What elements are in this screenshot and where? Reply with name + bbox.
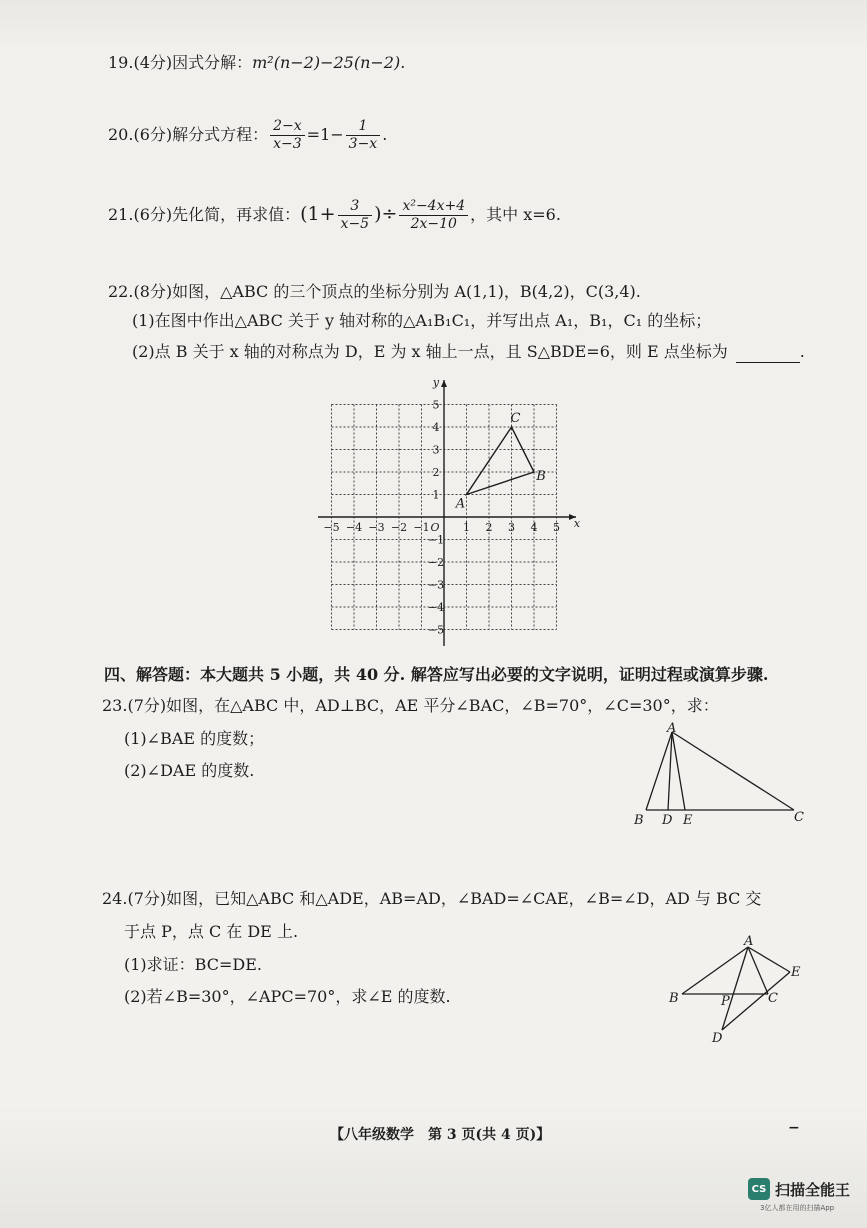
y-tick-label: −1 <box>427 533 445 547</box>
x-tick-label: −5 <box>323 521 340 534</box>
q21-lpar: (1+ <box>300 203 336 225</box>
footer-dash: − <box>788 1120 800 1136</box>
q20-prefix: 20.(6分)解分式方程： <box>108 125 269 144</box>
q22-line-3-text: (2)点 B 关于 x 轴的对称点为 D，E 为 x 轴上一点，且 S△BDE=6，则 E 点坐标为 <box>132 342 728 361</box>
triangle-outline <box>467 427 535 495</box>
q24-edge-de <box>722 972 790 1030</box>
x-tick-label: −1 <box>413 521 430 534</box>
q24-label-e: E <box>791 965 801 980</box>
y-tick-label: 3 <box>432 443 440 457</box>
q20-fraction-2: $\frac{1}{3-x}$ <box>346 118 381 153</box>
scanner-tagline: 3亿人都在用的扫描App <box>760 1204 835 1212</box>
q23-label-d: D <box>662 813 673 828</box>
q24-figure <box>660 932 810 1047</box>
vertex-label-a: A <box>455 496 466 512</box>
q24-label-b: B <box>669 991 679 1006</box>
q23-figure <box>628 722 818 832</box>
q24-label-c: C <box>768 991 778 1006</box>
q24-line-2: 于点 P，点 C 在 DE 上. <box>124 922 299 941</box>
q21-fraction-2: $\frac{\text{x²−4x+4}}{2x-10}$ <box>399 198 468 233</box>
q24-edge-ae <box>748 947 790 972</box>
q22-answer-blank <box>736 346 800 363</box>
q19-expression: m²(n−2)−25(n−2). <box>252 53 406 72</box>
q23-bisector-ae <box>672 732 685 810</box>
x-tick-label: 2 <box>485 521 493 534</box>
q23-line-3: (2)∠DAE 的度数. <box>124 761 255 780</box>
q21-fraction-1: $\frac{3}{x-5}$ <box>338 198 373 233</box>
q20-end: . <box>382 125 388 144</box>
q23-label-c: C <box>794 810 804 825</box>
y-tick-label: 2 <box>432 466 440 479</box>
question-21 <box>108 198 561 233</box>
q24-line-4: (2)若∠B=30°，∠APC=70°，求∠E 的度数. <box>124 987 451 1006</box>
q23-label-a: A <box>667 722 677 736</box>
grid-tick-labels <box>323 376 581 637</box>
x-tick-label: 4 <box>530 521 538 534</box>
y-axis-label: y <box>432 376 440 389</box>
x-tick-label: 1 <box>463 521 470 534</box>
y-tick-label: −2 <box>427 556 445 569</box>
y-tick-label: 4 <box>432 421 440 434</box>
x-tick-label: 3 <box>508 521 515 534</box>
q21-prefix: 21.(6分)先化简，再求值： <box>108 205 301 224</box>
x-axis-label: x <box>573 517 581 530</box>
x-tick-label: −2 <box>390 521 408 534</box>
q23-label-e: E <box>683 813 693 828</box>
y-tick-label: −5 <box>427 623 445 637</box>
q24-line-1: 24.(7分)如图，已知△ABC 和△ADE，AB=AD，∠BAD=∠CAE，∠B=∠D，AD 与 BC 交 <box>102 889 762 908</box>
q23-line-1: 23.(7分)如图，在△ABC 中，AD⊥BC，AE 平分∠BAC，∠B=70°，∠C=30°，求： <box>102 696 719 715</box>
x-tick-label: 5 <box>553 521 560 534</box>
x-tick-label: −4 <box>345 521 363 534</box>
q19-prefix: 19.(4分)因式分解： <box>108 53 253 72</box>
triangle-abc <box>455 411 546 512</box>
section-4-heading: 四、解答题：本大题共 5 小题，共 40 分. 解答应写出必要的文字说明，证明过程或演算步骤. <box>104 665 769 684</box>
q24-edge-ad <box>722 947 748 1030</box>
vertex-label-b: B <box>536 469 546 484</box>
q24-label-p: P <box>721 994 730 1009</box>
grid-axes <box>318 380 576 646</box>
q21-end: ，其中 x=6. <box>470 205 561 224</box>
question-19 <box>108 52 405 74</box>
q24-line-3: (1)求证：BC=DE. <box>124 955 262 974</box>
q24-label-d: D <box>712 1031 723 1046</box>
q22-line-2: (1)在图中作出△ABC 关于 y 轴对称的△A₁B₁C₁，并写出点 A₁，B₁，C₁ 的坐标； <box>132 311 712 330</box>
x-tick-label: −3 <box>368 521 385 534</box>
q22-line-3 <box>132 341 805 363</box>
q22-line-1: 22.(8分)如图，△ABC 的三个顶点的坐标分别为 A(1,1)，B(4,2)，C(3,4). <box>108 282 641 301</box>
question-20 <box>108 118 387 153</box>
q23-edge-ac <box>672 732 794 810</box>
q24-edge-ac <box>748 947 768 994</box>
y-tick-label: −4 <box>427 601 445 614</box>
q23-line-2: (1)∠BAE 的度数； <box>124 729 265 748</box>
page-footer: 【八年级数学 第 3 页(共 4 页)】 <box>330 1127 551 1143</box>
y-tick-label: −3 <box>427 578 445 592</box>
q20-mid: =1− <box>306 125 344 144</box>
q23-label-b: B <box>634 813 644 828</box>
scanner-name: 扫描全能王 <box>775 1181 851 1199</box>
coordinate-grid <box>310 372 590 652</box>
q24-edge-ab <box>682 947 748 994</box>
q24-label-a: A <box>744 934 754 949</box>
y-tick-label: 1 <box>432 488 440 502</box>
y-tick-label: 5 <box>432 398 440 412</box>
q21-rpar: )÷ <box>374 203 398 225</box>
q22-line-3-end: . <box>799 342 805 361</box>
y-axis-arrow <box>441 380 447 387</box>
scanner-logo-icon: CS <box>748 1178 770 1200</box>
origin-label: O <box>430 521 440 534</box>
q20-fraction-1: $\frac{2-x}{x-3}$ <box>270 118 305 153</box>
vertex-label-c: C <box>510 411 521 426</box>
